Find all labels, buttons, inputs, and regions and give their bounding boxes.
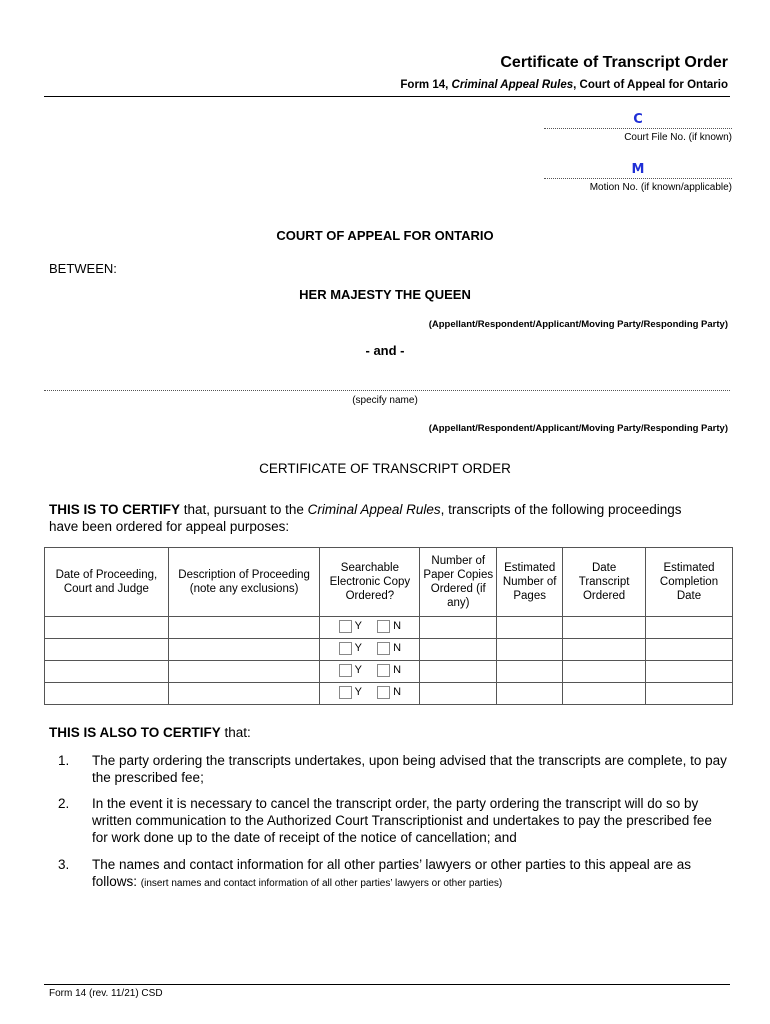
party2-type: (Appellant/Respondent/Applicant/Moving Party/Responding Party) <box>428 423 728 434</box>
certify-paragraph <box>49 501 709 535</box>
no-label: N <box>393 642 402 654</box>
table-row <box>45 683 733 705</box>
date-cell[interactable] <box>45 639 169 661</box>
no-checkbox[interactable] <box>377 620 390 633</box>
footer-form-id: Form 14 (rev. 11/21) CSD <box>49 988 163 999</box>
table-row <box>45 617 733 639</box>
yes-label: Y <box>354 642 362 654</box>
pages-cell[interactable] <box>497 639 563 661</box>
copies-cell[interactable] <box>420 617 497 639</box>
date-cell[interactable] <box>45 661 169 683</box>
description-cell[interactable] <box>168 683 320 705</box>
subtitle-prefix: Form 14, <box>400 79 452 91</box>
list-item <box>58 795 728 846</box>
party2-caption: (specify name) <box>352 395 418 406</box>
header-description: Description of Proceeding (note any exclusions) <box>168 548 320 617</box>
item-number: 1. <box>58 753 70 768</box>
certificate-title: CERTIFICATE OF TRANSCRIPT ORDER <box>259 461 511 476</box>
copies-cell[interactable] <box>420 683 497 705</box>
certify-rules: Criminal Appeal Rules <box>307 502 441 517</box>
ordered-cell[interactable] <box>563 617 646 639</box>
court-file-input[interactable]: C <box>633 112 643 127</box>
certify-text2: , transcripts of the following proceedings have been ordered for appeal purposes: <box>49 502 682 534</box>
no-checkbox[interactable] <box>377 664 390 677</box>
list-item <box>58 856 728 892</box>
pages-cell[interactable] <box>497 683 563 705</box>
item-number: 3. <box>58 857 70 872</box>
yes-checkbox[interactable] <box>339 664 352 677</box>
item-number: 2. <box>58 796 70 811</box>
table-row <box>45 639 733 661</box>
table-row <box>45 661 733 683</box>
no-label: N <box>393 664 402 676</box>
header-completion: Estimated Completion Date <box>646 548 733 617</box>
item-text: The names and contact information for all other parties’ lawyers or other parties to this appeal are as follows: <box>92 857 692 889</box>
party2-name-input[interactable] <box>44 390 730 391</box>
header-paper-copies: Number of Paper Copies Ordered (if any) <box>420 548 497 617</box>
item-text-wrap <box>92 856 728 892</box>
copies-cell[interactable] <box>420 639 497 661</box>
transcript-table <box>44 547 733 705</box>
court-file-field[interactable] <box>544 112 732 143</box>
also-lead: THIS IS ALSO TO CERTIFY <box>49 725 221 740</box>
ordered-cell[interactable] <box>563 683 646 705</box>
between-label: BETWEEN: <box>49 261 117 276</box>
party1-type: (Appellant/Respondent/Applicant/Moving Party/Responding Party) <box>428 319 728 330</box>
also-certify <box>49 725 251 740</box>
header-electronic: Searchable Electronic Copy Ordered? <box>320 548 420 617</box>
item-note: (insert names and contact information of all other parties’ lawyers or other parties) <box>140 878 503 889</box>
certify-text1: that, pursuant to the <box>180 502 308 517</box>
and-text: - and - <box>365 343 405 358</box>
court-file-caption: Court File No. (if known) <box>624 132 732 143</box>
description-cell[interactable] <box>168 617 320 639</box>
yes-checkbox[interactable] <box>339 620 352 633</box>
completion-cell[interactable] <box>646 661 733 683</box>
electronic-cell <box>320 639 420 661</box>
copies-cell[interactable] <box>420 661 497 683</box>
motion-field[interactable] <box>544 162 732 193</box>
completion-cell[interactable] <box>646 639 733 661</box>
footer-rule <box>44 984 730 985</box>
also-text: that: <box>220 725 251 740</box>
electronic-cell <box>320 617 420 639</box>
party1-name: HER MAJESTY THE QUEEN <box>299 287 471 302</box>
header-pages: Estimated Number of Pages <box>497 548 563 617</box>
yes-label: Y <box>354 664 362 676</box>
yes-label: Y <box>354 686 362 698</box>
completion-cell[interactable] <box>646 617 733 639</box>
item-text: The party ordering the transcripts undertakes, upon being advised that the transcripts are complete, to pay the prescribed fee; <box>92 753 727 785</box>
header-date-ordered: Date Transcript Ordered <box>563 548 646 617</box>
yes-checkbox[interactable] <box>339 642 352 655</box>
yes-label: Y <box>354 620 362 632</box>
list-item <box>58 752 728 786</box>
ordered-cell[interactable] <box>563 661 646 683</box>
item-text: In the event it is necessary to cancel the transcript order, the party ordering the transcript will do so by written communication to the Authorized Court Transcriptionist and undertakes to pay the prescribed fee for work done up to the date of receipt of the notice of cancellation; and <box>92 796 712 845</box>
pages-cell[interactable] <box>497 661 563 683</box>
date-cell[interactable] <box>45 617 169 639</box>
motion-input[interactable]: M <box>631 162 645 177</box>
electronic-cell <box>320 661 420 683</box>
description-cell[interactable] <box>168 639 320 661</box>
no-checkbox[interactable] <box>377 686 390 699</box>
completion-cell[interactable] <box>646 683 733 705</box>
pages-cell[interactable] <box>497 617 563 639</box>
header-date: Date of Proceeding, Court and Judge <box>45 548 169 617</box>
electronic-cell <box>320 683 420 705</box>
certify-lead: THIS IS TO CERTIFY <box>49 502 181 517</box>
no-label: N <box>393 620 402 632</box>
date-cell[interactable] <box>45 683 169 705</box>
subtitle-rules: Criminal Appeal Rules <box>451 79 574 91</box>
motion-caption: Motion No. (if known/applicable) <box>589 182 732 193</box>
yes-checkbox[interactable] <box>339 686 352 699</box>
no-checkbox[interactable] <box>377 642 390 655</box>
form-subtitle <box>400 79 728 91</box>
ordered-cell[interactable] <box>563 639 646 661</box>
form-title: Certificate of Transcript Order <box>500 54 728 71</box>
no-label: N <box>393 686 402 698</box>
header-rule <box>44 96 730 97</box>
description-cell[interactable] <box>168 661 320 683</box>
court-name: COURT OF APPEAL FOR ONTARIO <box>276 228 494 243</box>
subtitle-suffix: , Court of Appeal for Ontario <box>573 79 728 91</box>
table-header-row <box>45 548 733 617</box>
